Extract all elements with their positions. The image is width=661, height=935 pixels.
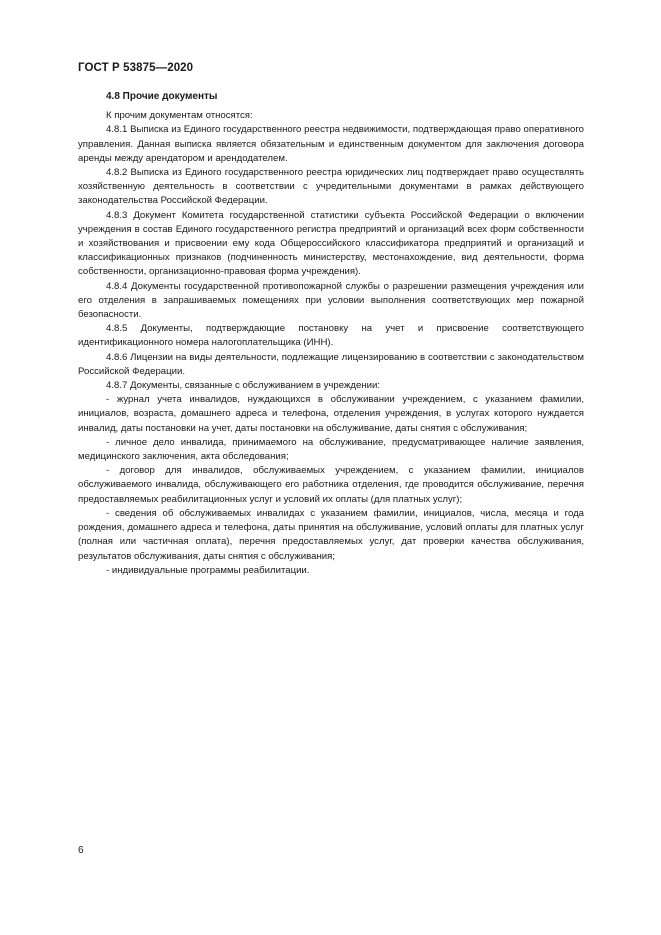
list-item-personal-file: - личное дело инвалида, принимаемого на обслуживание, предусматривающее наличие заявления, медицинского заключения, акта обследования; <box>78 436 584 463</box>
list-item-contract: - договор для инвалидов, обслуживаемых учреждением, с указанием фамилии, инициалов обслуживаемого инвалида, обслуживающего его работника отделения, где проводится обслуживание, перечня предоставляемых реабилитационных услуг и условий их оплаты (для платных услуг); <box>78 465 584 505</box>
paragraph-4-8-2: 4.8.2 Выписка из Единого государственного реестра юридических лиц подтверждает право осуществлять хозяйственную деятельность в соответствии с учредительными документами в рамках действующего законодательства Российской Федерации. <box>78 167 584 207</box>
paragraph-4-8-4: 4.8.4 Документы государственной противопожарной службы о разрешении размещения учреждения или его отделения в запрашиваемых помещениях при условии выполнения соответствующих мер пожарной безопасности. <box>78 280 584 321</box>
list-item-journal: - журнал учета инвалидов, нуждающихся в обслуживании учреждением, с указанием фамилии, инициалов, возраста, домашнего адреса и телефона, отделения учреждения, в услугах которого нуждается инвалид, даты постановки на учет, даты постановки на обслуживание, даты снятия с обслуживания; <box>78 394 584 434</box>
list-item-rehab-programs: - индивидуальные программы реабилитации. <box>106 564 310 576</box>
list-item-information: - сведения об обслуживаемых инвалидах с указанием фамилии, инициалов, числа, месяца и года рождения, домашнего адреса и телефона, даты принятия на обслуживание, условий оплаты для платных услуг (полная или частичная оплата), перечня предоставляемых услуг, дат проверки качества обслуживания, результатов обслуживания, даты снятия с обслуживания; <box>78 507 584 562</box>
page-number: 6 <box>78 845 84 856</box>
paragraph-4-8-7: 4.8.7 Документы, связанные с обслуживанием в учреждении: <box>106 380 380 392</box>
paragraph-4-8-3: 4.8.3 Документ Комитета государственной статистики субъекта Российской Федерации о включении учреждения в состав Единого государственного регистра предприятий и организаций всех форм собственности и хозяйствования и присвоении ему кода Общероссийского классификатора предприятий и организаций и классификационных признаков (подчиненность министерству, местонахождение, вид деятельности, форма собственности, организационно-правовая форма учреждения). <box>78 209 584 278</box>
document-body <box>78 90 584 578</box>
paragraph-4-8-6: 4.8.6 Лицензии на виды деятельности, подлежащие лицензированию в соответствии с законодательством Российской Федерации. <box>78 351 584 377</box>
section-intro: К прочим документам относятся: <box>106 110 253 122</box>
section-title: 4.8 Прочие документы <box>106 91 218 102</box>
paragraph-4-8-5: 4.8.5 Документы, подтверждающие постановку на учет и присвоение соответствующего идентификационного номера налогоплательщика (ИНН). <box>78 323 584 349</box>
document-header-standard: ГОСТ Р 53875—2020 <box>78 62 194 74</box>
paragraph-4-8-1: 4.8.1 Выписка из Единого государственного реестра недвижимости, подтверждающая право оперативного управления. Данная выписка является обязательным и единственным документом для заключения договора аренды между арендатором и арендодателем. <box>78 124 584 164</box>
